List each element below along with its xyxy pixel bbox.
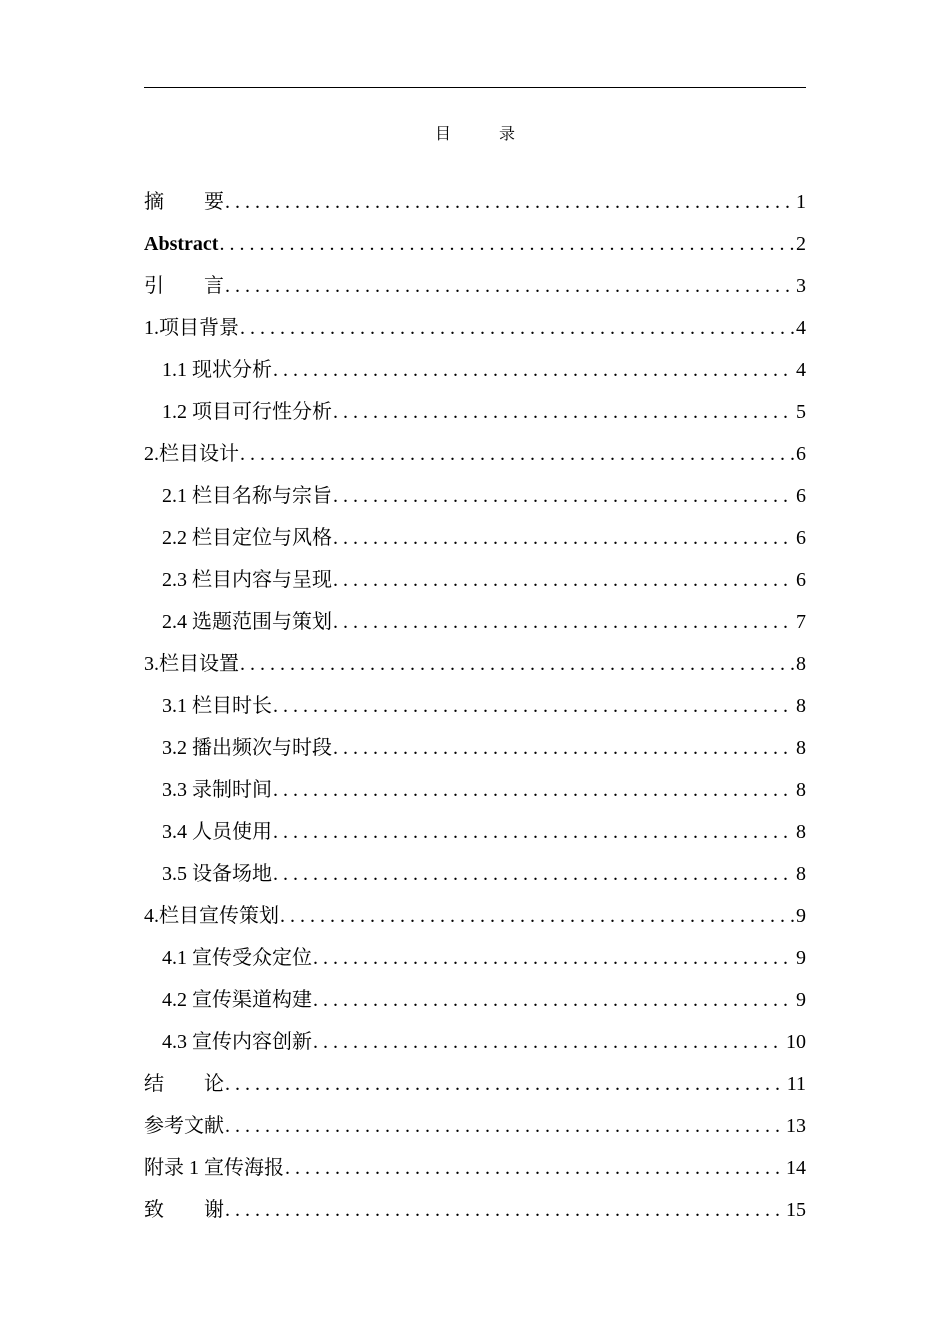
toc-dot-leader [313, 1021, 784, 1063]
toc-dot-leader [225, 181, 794, 223]
toc-entry-page-number: 6 [796, 443, 806, 465]
toc-entry[interactable] [144, 265, 806, 307]
toc-dot-leader [225, 1189, 784, 1231]
toc-entry-page-number: 8 [796, 653, 806, 675]
toc-entry-label: 4.2 宣传渠道构建 [162, 989, 312, 1011]
toc-entry[interactable] [144, 937, 806, 979]
toc-entry[interactable] [144, 433, 806, 475]
toc-entry-page-number: 14 [786, 1157, 806, 1179]
toc-entry-page-number: 9 [796, 905, 806, 927]
toc-entry-page-number: 8 [796, 695, 806, 717]
table-of-contents [144, 181, 806, 1231]
toc-entry-page-number: 6 [796, 527, 806, 549]
toc-dot-leader [240, 307, 794, 349]
toc-entry-page-number: 8 [796, 863, 806, 885]
toc-entry-page-number: 3 [796, 275, 806, 297]
toc-entry[interactable] [144, 979, 806, 1021]
toc-dot-leader [280, 895, 794, 937]
toc-entry-label: Abstract [144, 233, 219, 255]
toc-entry-label: 结 论 [144, 1073, 224, 1095]
toc-entry-page-number: 8 [796, 737, 806, 759]
toc-entry[interactable] [144, 1063, 806, 1105]
toc-entry-label: 3.5 设备场地 [162, 863, 272, 885]
toc-title: 目 录 [434, 126, 537, 143]
toc-entry-page-number: 13 [786, 1115, 806, 1137]
toc-entry[interactable] [144, 391, 806, 433]
header-rule [144, 87, 806, 88]
toc-entry-label: 3.3 录制时间 [162, 779, 272, 801]
toc-entry[interactable] [144, 769, 806, 811]
toc-entry[interactable] [144, 853, 806, 895]
toc-entry[interactable] [144, 727, 806, 769]
toc-dot-leader [273, 685, 794, 727]
toc-dot-leader [285, 1147, 784, 1189]
toc-entry-label: 1.2 项目可行性分析 [162, 401, 332, 423]
toc-entry-page-number: 6 [796, 569, 806, 591]
toc-entry-label: 3.1 栏目时长 [162, 695, 272, 717]
toc-entry-label: 2.4 选题范围与策划 [162, 611, 332, 633]
toc-entry-label: 4.栏目宣传策划 [144, 905, 279, 927]
toc-entry[interactable] [144, 895, 806, 937]
toc-entry-page-number: 9 [796, 989, 806, 1011]
toc-entry-page-number: 8 [796, 779, 806, 801]
toc-entry-label: 1.1 现状分析 [162, 359, 272, 381]
toc-entry-page-number: 6 [796, 485, 806, 507]
toc-entry-page-number: 10 [786, 1031, 806, 1053]
toc-entry[interactable] [144, 559, 806, 601]
toc-entry-page-number: 15 [786, 1199, 806, 1221]
toc-entry[interactable] [144, 223, 806, 265]
toc-dot-leader [333, 391, 794, 433]
toc-entry-label: 4.3 宣传内容创新 [162, 1031, 312, 1053]
toc-entry-label: 致 谢 [144, 1199, 224, 1221]
toc-dot-leader [273, 811, 794, 853]
toc-dot-leader [333, 601, 794, 643]
toc-entry[interactable] [144, 349, 806, 391]
toc-entry[interactable] [144, 1105, 806, 1147]
toc-entry[interactable] [144, 811, 806, 853]
toc-entry-label: 引 言 [144, 275, 224, 297]
toc-dot-leader [333, 517, 794, 559]
toc-dot-leader [333, 475, 794, 517]
toc-entry[interactable] [144, 475, 806, 517]
toc-entry-label: 2.1 栏目名称与宗旨 [162, 485, 332, 507]
toc-entry-page-number: 8 [796, 821, 806, 843]
toc-entry-label: 摘 要 [144, 191, 224, 213]
toc-entry-page-number: 2 [796, 233, 806, 255]
toc-entry-label: 3.2 播出频次与时段 [162, 737, 332, 759]
toc-entry[interactable] [144, 685, 806, 727]
toc-entry-page-number: 9 [796, 947, 806, 969]
toc-dot-leader [333, 559, 794, 601]
toc-entry-page-number: 7 [796, 611, 806, 633]
toc-entry-label: 2.2 栏目定位与风格 [162, 527, 332, 549]
toc-entry-label: 4.1 宣传受众定位 [162, 947, 312, 969]
toc-entry[interactable] [144, 1021, 806, 1063]
toc-entry-label: 附录 1 宣传海报 [144, 1157, 284, 1179]
toc-dot-leader [313, 979, 794, 1021]
toc-dot-leader [273, 853, 794, 895]
toc-entry[interactable] [144, 517, 806, 559]
toc-dot-leader [240, 433, 794, 475]
toc-dot-leader [219, 223, 794, 265]
toc-entry[interactable] [144, 1147, 806, 1189]
toc-entry[interactable] [144, 601, 806, 643]
toc-entry-page-number: 11 [786, 1073, 806, 1095]
toc-dot-leader [225, 1105, 784, 1147]
toc-entry[interactable] [144, 643, 806, 685]
toc-dot-leader [273, 769, 794, 811]
toc-entry[interactable] [144, 307, 806, 349]
toc-entry[interactable] [144, 1189, 806, 1231]
toc-entry-label: 2.栏目设计 [144, 443, 239, 465]
toc-entry-label: 3.4 人员使用 [162, 821, 272, 843]
toc-entry-page-number: 4 [796, 359, 806, 381]
toc-entry-page-number: 5 [796, 401, 806, 423]
toc-entry-label: 3.栏目设置 [144, 653, 239, 675]
toc-dot-leader [240, 643, 794, 685]
toc-entry-label: 参考文献 [144, 1115, 224, 1137]
toc-dot-leader [333, 727, 794, 769]
toc-dot-leader [225, 1063, 785, 1105]
toc-entry-label: 1.项目背景 [144, 317, 239, 339]
toc-entry[interactable] [144, 181, 806, 223]
toc-entry-page-number: 4 [796, 317, 806, 339]
toc-entry-label: 2.3 栏目内容与呈现 [162, 569, 332, 591]
toc-dot-leader [273, 349, 794, 391]
toc-dot-leader [225, 265, 794, 307]
toc-entry-page-number: 1 [796, 191, 806, 213]
toc-dot-leader [313, 937, 794, 979]
